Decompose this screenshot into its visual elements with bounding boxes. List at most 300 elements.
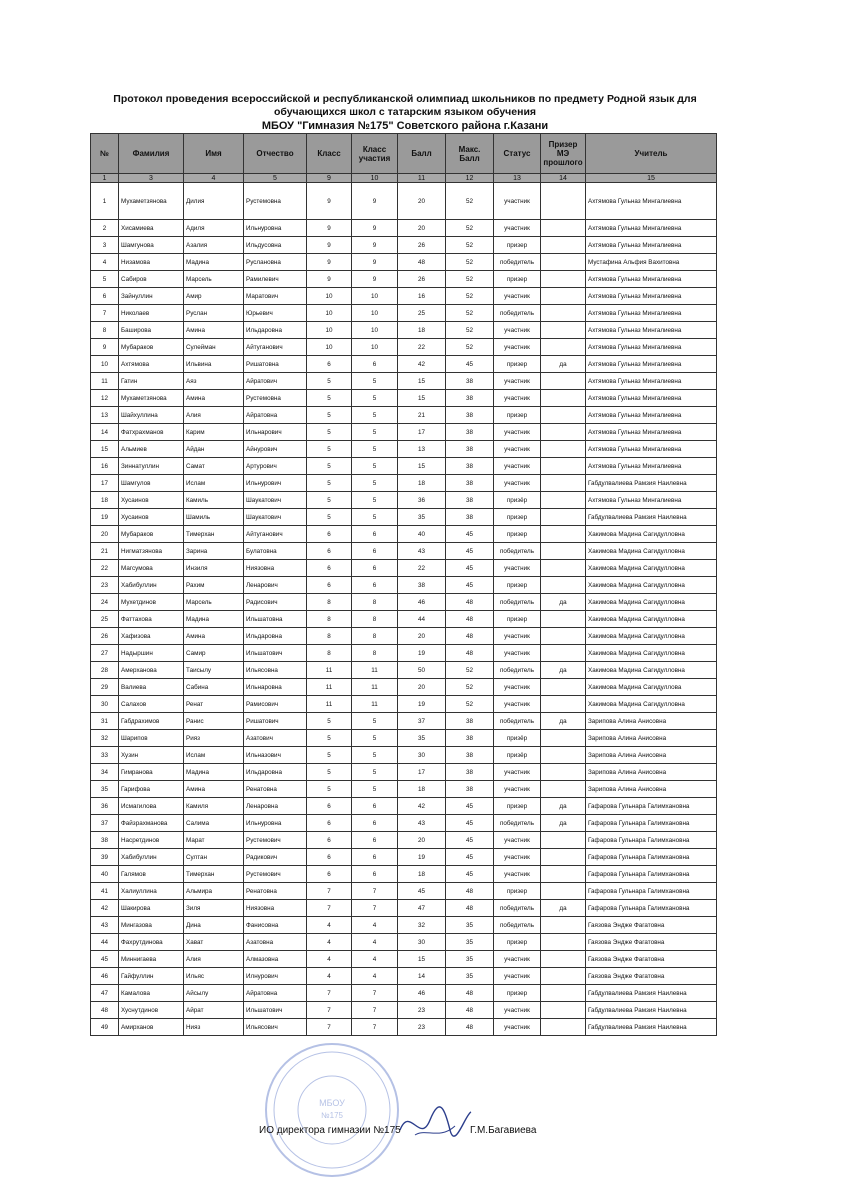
table-row [91, 696, 717, 713]
table-cell: 6 [352, 526, 398, 543]
table-cell: Рахим [184, 577, 244, 594]
table-cell: призер [494, 407, 541, 424]
column-number: 1 [91, 174, 119, 183]
table-cell: 52 [446, 679, 494, 696]
table-cell: Мухаметзянова [119, 390, 184, 407]
table-cell: 19 [398, 696, 446, 713]
table-cell: Амина [184, 390, 244, 407]
table-cell: Николаев [119, 305, 184, 322]
table-cell: Ислам [184, 747, 244, 764]
table-row [91, 730, 717, 747]
table-cell: участник [494, 679, 541, 696]
table-cell: Хабибуллин [119, 577, 184, 594]
table-row [91, 407, 717, 424]
table-cell: 10 [352, 322, 398, 339]
table-cell: Мустафина Альфия Вахитовна [586, 254, 717, 271]
table-cell: призер [494, 985, 541, 1002]
table-cell: Хакимова Мадина Сагидулловна [586, 611, 717, 628]
protocol-table [90, 133, 717, 1036]
table-cell: Зарипова Алина Анисовна [586, 764, 717, 781]
table-cell: 7 [91, 305, 119, 322]
table-cell: 39 [91, 849, 119, 866]
table-cell: Ильвина [184, 356, 244, 373]
table-cell: Ренат [184, 696, 244, 713]
table-cell: 6 [352, 560, 398, 577]
table-row [91, 390, 717, 407]
table-row [91, 560, 717, 577]
table-cell: 23 [398, 1019, 446, 1036]
table-cell: Радисович [244, 594, 307, 611]
table-cell: 5 [352, 747, 398, 764]
table-row [91, 985, 717, 1002]
table-cell: 1 [91, 183, 119, 220]
table-row [91, 849, 717, 866]
table-row [91, 356, 717, 373]
column-header: Макс. Балл [446, 134, 494, 174]
table-cell: 42 [91, 900, 119, 917]
table-cell: 8 [352, 628, 398, 645]
table-row [91, 934, 717, 951]
table-cell: 7 [307, 985, 352, 1002]
table-cell: Хакимова Мадина Сагидулловна [586, 662, 717, 679]
table-cell: 38 [446, 492, 494, 509]
table-cell: 42 [398, 798, 446, 815]
table-row [91, 951, 717, 968]
table-cell: 9 [352, 220, 398, 237]
table-cell: Хафизова [119, 628, 184, 645]
table-cell: 30 [91, 696, 119, 713]
table-cell: 18 [398, 322, 446, 339]
table-cell: 45 [446, 866, 494, 883]
table-cell: 48 [398, 254, 446, 271]
table-cell: Зарипова Алина Анисовна [586, 730, 717, 747]
table-cell: Гафарова Гульнара Галимхановна [586, 798, 717, 815]
table-cell: призер [494, 356, 541, 373]
table-cell: Ахтямова Гульназ Мингалиевна [586, 339, 717, 356]
table-cell: участник [494, 1002, 541, 1019]
table-cell: участник [494, 696, 541, 713]
table-cell [541, 1002, 586, 1019]
table-cell: 6 [307, 815, 352, 832]
table-cell: Фанисовна [244, 917, 307, 934]
table-cell: 25 [398, 305, 446, 322]
table-cell: Айратович [244, 373, 307, 390]
table-cell: 42 [398, 356, 446, 373]
table-cell: 52 [446, 183, 494, 220]
table-cell: 5 [352, 713, 398, 730]
table-cell [541, 832, 586, 849]
table-cell: Ренатовна [244, 781, 307, 798]
table-cell: 38 [446, 730, 494, 747]
table-cell: 10 [307, 288, 352, 305]
table-cell: Сабиров [119, 271, 184, 288]
table-cell: Ранис [184, 713, 244, 730]
table-cell: 10 [352, 339, 398, 356]
table-cell: 4 [307, 917, 352, 934]
table-cell: 10 [352, 288, 398, 305]
table-cell: 6 [307, 577, 352, 594]
table-cell: Сулейман [184, 339, 244, 356]
table-cell: 45 [446, 543, 494, 560]
table-cell: 45 [398, 883, 446, 900]
column-number: 4 [184, 174, 244, 183]
table-cell: 8 [307, 594, 352, 611]
table-cell: 52 [446, 662, 494, 679]
table-cell [541, 526, 586, 543]
table-cell: Амерханова [119, 662, 184, 679]
table-cell: 5 [352, 407, 398, 424]
table-cell: 6 [307, 832, 352, 849]
table-cell: 9 [352, 254, 398, 271]
table-cell: Нияз [184, 1019, 244, 1036]
table-cell: Магсумова [119, 560, 184, 577]
table-cell: Шамгунова [119, 237, 184, 254]
table-cell: Марсель [184, 594, 244, 611]
table-cell: 35 [446, 951, 494, 968]
table-cell: 20 [91, 526, 119, 543]
table-cell: 6 [307, 560, 352, 577]
table-cell: Шарипов [119, 730, 184, 747]
table-cell: победитель [494, 662, 541, 679]
table-cell: 52 [446, 220, 494, 237]
table-body [91, 183, 717, 1036]
table-cell: 7 [352, 985, 398, 1002]
table-cell: 12 [91, 390, 119, 407]
table-cell [541, 237, 586, 254]
table-cell: участник [494, 628, 541, 645]
table-cell: Маратович [244, 288, 307, 305]
table-cell: 18 [91, 492, 119, 509]
table-cell: Ахтямова Гульназ Мингалиевна [586, 237, 717, 254]
table-cell: Ленарович [244, 577, 307, 594]
table-cell: Ахтямова Гульназ Мингалиевна [586, 441, 717, 458]
table-cell: 47 [91, 985, 119, 1002]
table-cell: да [541, 798, 586, 815]
table-cell: Айсылу [184, 985, 244, 1002]
table-cell: 14 [398, 968, 446, 985]
table-cell: Ислам [184, 475, 244, 492]
table-cell: участник [494, 645, 541, 662]
table-cell: Карим [184, 424, 244, 441]
table-cell: Ильясович [244, 1019, 307, 1036]
table-cell: участник [494, 764, 541, 781]
table-cell: 25 [91, 611, 119, 628]
table-cell: 5 [352, 781, 398, 798]
table-cell: 52 [446, 339, 494, 356]
table-cell: Хусаинов [119, 492, 184, 509]
table-cell: Радикович [244, 849, 307, 866]
table-cell: 5 [307, 730, 352, 747]
table-cell: 52 [446, 305, 494, 322]
table-cell: 15 [398, 390, 446, 407]
table-cell: 10 [307, 339, 352, 356]
table-cell: 50 [398, 662, 446, 679]
table-cell: 6 [307, 849, 352, 866]
table-cell: 9 [352, 271, 398, 288]
table-cell: Габдулвалиева Рамзия Наилевна [586, 1002, 717, 1019]
table-cell: Рамилевич [244, 271, 307, 288]
table-cell: 48 [446, 985, 494, 1002]
table-cell: Булатовна [244, 543, 307, 560]
table-cell: 45 [446, 560, 494, 577]
column-header: Статус [494, 134, 541, 174]
table-cell: Гафарова Гульнара Галимхановна [586, 900, 717, 917]
table-cell: 30 [398, 747, 446, 764]
table-cell: Шамиль [184, 509, 244, 526]
table-cell: 7 [307, 1019, 352, 1036]
table-cell: Рустемовна [244, 183, 307, 220]
table-cell: Марсель [184, 271, 244, 288]
table-cell [541, 339, 586, 356]
table-cell: 43 [91, 917, 119, 934]
table-cell: Ахтямова Гульназ Мингалиевна [586, 492, 717, 509]
table-cell: Миннигаева [119, 951, 184, 968]
table-cell: Гимранова [119, 764, 184, 781]
table-cell [541, 781, 586, 798]
table-cell: 4 [91, 254, 119, 271]
table-cell: Марат [184, 832, 244, 849]
table-cell: участник [494, 220, 541, 237]
table-cell: 35 [446, 917, 494, 934]
table-cell: 30 [398, 934, 446, 951]
table-cell: 16 [91, 458, 119, 475]
table-cell: 22 [91, 560, 119, 577]
table-cell: Ахтямова Гульназ Мингалиевна [586, 373, 717, 390]
table-cell: Рамисович [244, 696, 307, 713]
table-cell: Зиннатуллин [119, 458, 184, 475]
table-cell: Руслан [184, 305, 244, 322]
table-cell: Ильшатович [244, 1002, 307, 1019]
table-cell: 9 [352, 183, 398, 220]
table-cell: Мадина [184, 764, 244, 781]
table-cell: 48 [91, 1002, 119, 1019]
table-cell: 18 [398, 475, 446, 492]
table-cell: призер [494, 526, 541, 543]
table-cell: 10 [91, 356, 119, 373]
column-header: Фамилия [119, 134, 184, 174]
table-cell: 19 [398, 849, 446, 866]
table-cell: победитель [494, 543, 541, 560]
table-cell: 38 [446, 390, 494, 407]
table-cell: 10 [352, 305, 398, 322]
table-cell: Азатовна [244, 934, 307, 951]
table-cell: победитель [494, 815, 541, 832]
column-header: Балл [398, 134, 446, 174]
table-row [91, 271, 717, 288]
table-cell [541, 951, 586, 968]
table-cell: 6 [352, 849, 398, 866]
table-cell [541, 254, 586, 271]
table-cell: 4 [307, 951, 352, 968]
table-cell: 41 [91, 883, 119, 900]
table-cell [541, 577, 586, 594]
table-cell: 6 [307, 798, 352, 815]
table-cell [541, 322, 586, 339]
table-cell: Айдан [184, 441, 244, 458]
table-cell: 38 [446, 373, 494, 390]
header-row [91, 134, 717, 174]
column-number: 12 [446, 174, 494, 183]
table-cell: победитель [494, 713, 541, 730]
signature-icon [395, 1100, 475, 1150]
table-row [91, 475, 717, 492]
table-cell: 43 [398, 543, 446, 560]
table-cell: Азалия [184, 237, 244, 254]
table-row [91, 183, 717, 220]
table-cell: 38 [446, 424, 494, 441]
table-cell: 4 [307, 934, 352, 951]
table-cell: Ахтямова Гульназ Мингалиевна [586, 305, 717, 322]
table-cell: Ахтямова Гульназ Мингалиевна [586, 458, 717, 475]
table-cell: Хакимова Мадина Сагидулловна [586, 696, 717, 713]
table-cell: Хусаинов [119, 509, 184, 526]
table-cell: 38 [446, 764, 494, 781]
table-cell: 47 [398, 900, 446, 917]
table-cell: Салахов [119, 696, 184, 713]
table-cell: 5 [307, 373, 352, 390]
table-cell [541, 458, 586, 475]
table-cell: 6 [307, 543, 352, 560]
table-cell: Ильназович [244, 747, 307, 764]
table-cell: Гарифова [119, 781, 184, 798]
table-cell: призер [494, 883, 541, 900]
table-cell: Габдулвалиева Рамзия Наилевна [586, 509, 717, 526]
table-cell [541, 441, 586, 458]
table-cell: Айрат [184, 1002, 244, 1019]
table-cell: Амир [184, 288, 244, 305]
table-cell: 5 [307, 390, 352, 407]
table-row [91, 577, 717, 594]
table-cell: 9 [307, 237, 352, 254]
table-cell: Мухетдинов [119, 594, 184, 611]
director-position: ИО директора гимназии №175 [259, 1125, 401, 1136]
table-cell: призер [494, 271, 541, 288]
table-cell [541, 183, 586, 220]
table-cell: Гаязова Эндже Фагатовна [586, 917, 717, 934]
table-cell: Ильдаровна [244, 764, 307, 781]
table-cell [541, 883, 586, 900]
table-cell: 46 [91, 968, 119, 985]
table-cell [541, 849, 586, 866]
table-cell: 45 [446, 577, 494, 594]
table-cell: 4 [352, 968, 398, 985]
table-cell: Ахтямова Гульназ Мингалиевна [586, 356, 717, 373]
table-row [91, 815, 717, 832]
table-cell: 48 [446, 1019, 494, 1036]
table-cell [541, 985, 586, 1002]
table-cell: участник [494, 339, 541, 356]
table-cell [541, 288, 586, 305]
table-cell: 6 [352, 798, 398, 815]
table-row [91, 968, 717, 985]
table-row [91, 713, 717, 730]
table-cell: да [541, 900, 586, 917]
table-cell: 11 [307, 679, 352, 696]
table-cell: Ленаровна [244, 798, 307, 815]
table-cell: Гафарова Гульнара Галимхановна [586, 866, 717, 883]
table-cell: 32 [91, 730, 119, 747]
table-cell: 26 [398, 271, 446, 288]
table-cell: 9 [307, 271, 352, 288]
table-cell: Зарипова Алина Анисовна [586, 713, 717, 730]
table-cell: Хакимова Мадина Сагидулловна [586, 577, 717, 594]
table-cell: 38 [446, 509, 494, 526]
table-cell: Габдулвалиева Рамзия Наилевна [586, 985, 717, 1002]
table-cell [541, 1019, 586, 1036]
table-cell: 15 [398, 458, 446, 475]
table-cell: 11 [352, 662, 398, 679]
table-cell: 15 [398, 373, 446, 390]
table-row [91, 832, 717, 849]
table-cell: Инзиля [184, 560, 244, 577]
table-cell: победитель [494, 594, 541, 611]
table-cell: 27 [91, 645, 119, 662]
table-cell: 38 [446, 458, 494, 475]
table-cell: Таисылу [184, 662, 244, 679]
table-cell: да [541, 815, 586, 832]
table-cell: да [541, 594, 586, 611]
table-cell: 9 [307, 254, 352, 271]
table-cell: Ильшатович [244, 645, 307, 662]
table-cell: 4 [352, 951, 398, 968]
table-cell: участник [494, 475, 541, 492]
table-cell: 8 [352, 594, 398, 611]
table-cell [541, 407, 586, 424]
table-cell: Тимерхан [184, 866, 244, 883]
table-row [91, 458, 717, 475]
table-cell: 46 [398, 594, 446, 611]
table-cell: Шаукатович [244, 509, 307, 526]
table-cell: призер [494, 611, 541, 628]
document-subtitle: МБОУ "Гимназия №175" Советского района г.Казани [261, 120, 549, 132]
table-cell: участник [494, 390, 541, 407]
table-cell: Хуснутдинов [119, 1002, 184, 1019]
table-cell: 5 [307, 509, 352, 526]
table-row [91, 305, 717, 322]
table-cell: Зарина [184, 543, 244, 560]
table-cell: 13 [91, 407, 119, 424]
table-cell: Рустемовна [244, 390, 307, 407]
table-cell: 31 [91, 713, 119, 730]
table-cell: Юрьевич [244, 305, 307, 322]
table-cell: Ахтямова Гульназ Мингалиевна [586, 183, 717, 220]
table-cell: 38 [446, 475, 494, 492]
table-cell: 2 [91, 220, 119, 237]
table-cell: 23 [398, 1002, 446, 1019]
table-cell [541, 475, 586, 492]
table-cell: Халиуллина [119, 883, 184, 900]
table-cell: Ахтямова Гульназ Мингалиевна [586, 390, 717, 407]
table-cell: 5 [307, 747, 352, 764]
table-cell: да [541, 662, 586, 679]
table-cell: участник [494, 866, 541, 883]
table-cell: Хабибуллин [119, 849, 184, 866]
table-cell [541, 271, 586, 288]
table-cell: 7 [352, 1019, 398, 1036]
table-cell: 5 [352, 373, 398, 390]
table-cell [541, 764, 586, 781]
table-cell: 37 [398, 713, 446, 730]
table-cell [541, 628, 586, 645]
column-number: 15 [586, 174, 717, 183]
table-cell: 28 [91, 662, 119, 679]
table-cell: Хават [184, 934, 244, 951]
table-cell: 38 [398, 577, 446, 594]
table-cell: 19 [91, 509, 119, 526]
table-cell: 10 [307, 322, 352, 339]
svg-text:МБОУ: МБОУ [319, 1098, 345, 1108]
table-cell: Сабина [184, 679, 244, 696]
